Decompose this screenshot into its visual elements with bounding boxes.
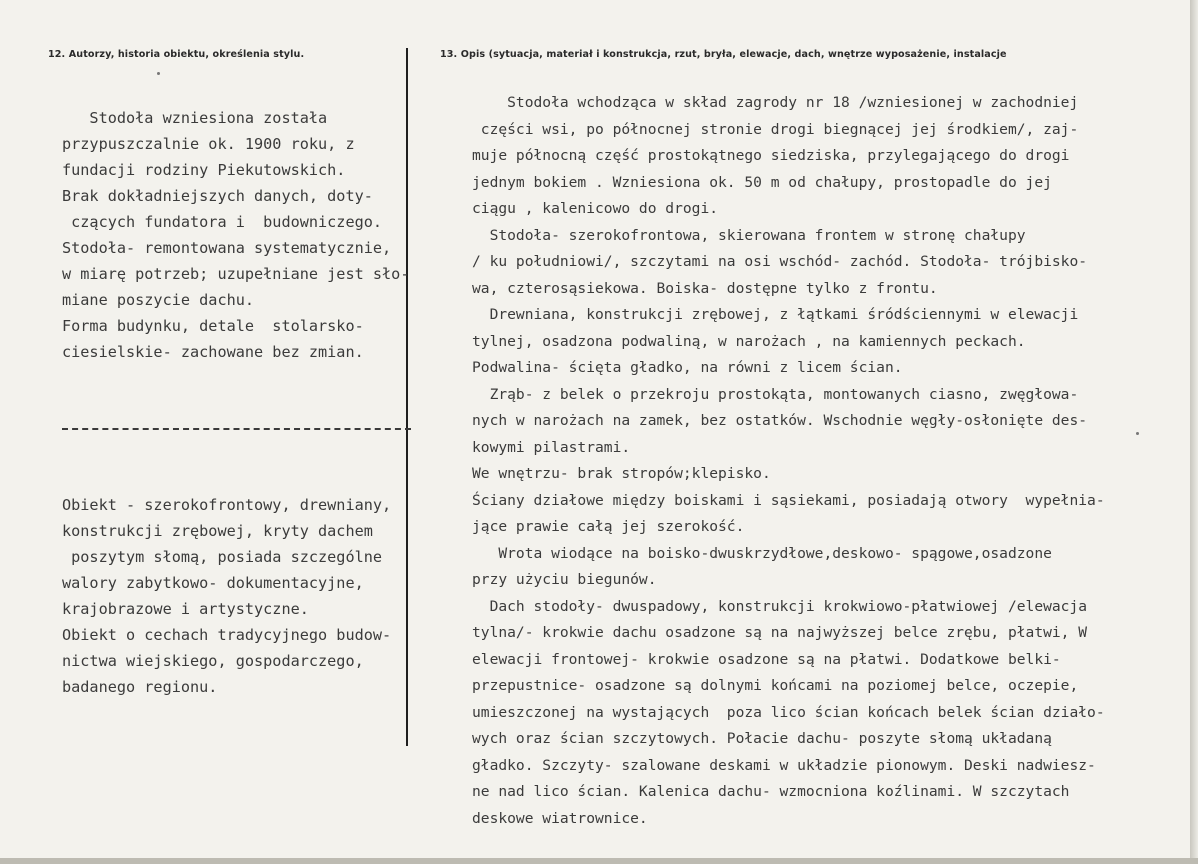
history-text bbox=[62, 105, 409, 365]
text-line: czących fundatora i budowniczego. bbox=[62, 213, 383, 231]
style-assessment-text bbox=[62, 492, 391, 700]
section-12-header: 12. Autorzy, historia obiektu, określenia stylu. bbox=[48, 49, 305, 60]
text-line: muje północną część prostokątnego siedziska, przylegającego do drogi bbox=[472, 147, 1070, 164]
text-line: Stodoła wzniesiona została bbox=[62, 109, 328, 127]
text-line: Brak dokładniejszych danych, doty- bbox=[62, 187, 373, 205]
text-line: badanego regionu. bbox=[62, 678, 218, 696]
text-line: fundacji rodziny Piekutowskich. bbox=[62, 161, 346, 179]
text-line: Stodoła- szerokofrontowa, skierowana frontem w stronę chałupy bbox=[472, 226, 1026, 244]
text-line: miane poszycie dachu. bbox=[62, 291, 255, 309]
text-line: tylna/- krokwie dachu osadzone są na najwyższej belce zrębu, płatwi, W bbox=[472, 624, 1088, 641]
text-line: ciągu , kalenicowo do drogi. bbox=[472, 200, 719, 217]
text-line: Ściany działowe między boiskami i sąsiekami, posiadają otwory wypełnia- bbox=[472, 491, 1105, 509]
text-line: Zrąb- z belek o przekroju prostokąta, montowanych ciasno, zwęgłowa- bbox=[472, 385, 1079, 403]
text-line: poszytym słomą, posiada szczególne bbox=[62, 548, 383, 566]
text-line: Forma budynku, detale stolarsko- bbox=[62, 317, 364, 335]
text-line: przypuszczalnie ok. 1900 roku, z bbox=[62, 135, 355, 153]
text-line: Podwalina- ścięta gładko, na równi z licem ścian. bbox=[472, 359, 903, 376]
text-line: wych oraz ścian szczytowych. Połacie dachu- poszyte słomą układaną bbox=[472, 730, 1052, 747]
text-line: wa, czterosąsiekowa. Boiska- dostępne tylko z frontu. bbox=[472, 279, 938, 297]
text-line: nictwa wiejskiego, gospodarczego, bbox=[62, 652, 364, 670]
text-line: tylnej, osadzona podwaliną, w narożach , na kamiennych peckach. bbox=[472, 332, 1026, 350]
section-separator bbox=[62, 428, 411, 430]
text-line: przy użyciu biegunów. bbox=[472, 571, 657, 588]
text-line: gładko. Szczyty- szalowane deskami w układzie pionowym. Deski nadwiesz- bbox=[472, 756, 1096, 774]
paper-speck bbox=[157, 72, 160, 75]
text-line: części wsi, po północnej stronie drogi biegnącej jej środkiem/, zaj- bbox=[472, 120, 1079, 138]
text-line: umieszczonej na wystających poza lico ścian końcach belek ścian działo- bbox=[472, 703, 1105, 721]
section-13-header: 13. Opis (sytuacja, materiał i konstrukcja, rzut, bryła, elewacje, dach, wnętrze wyposażenie, instalacje bbox=[440, 49, 1007, 60]
text-line: przepustnice- osadzone są dolnymi końcami na poziomej belce, oczepie, bbox=[472, 677, 1079, 694]
text-line: Stodoła wchodząca w skład zagrody nr 18 /wzniesionej w zachodniej bbox=[472, 94, 1079, 111]
paper-speck bbox=[1136, 432, 1139, 435]
text-line: / ku południowi/, szczytami na osi wschód- zachód. Stodoła- trójbisko- bbox=[472, 253, 1088, 270]
text-line: elewacji frontowej- krokwie osadzone są na płatwi. Dodatkowe belki- bbox=[472, 650, 1061, 668]
text-line: ne nad lico ścian. Kalenica dachu- wzmocniona koźlinami. W szczytach bbox=[472, 783, 1070, 800]
text-line: Obiekt o cechach tradycyjnego budow- bbox=[62, 626, 392, 644]
text-line: krajobrazowe i artystyczne. bbox=[62, 600, 309, 618]
text-line: Drewniana, konstrukcji zrębowej, z łątkami śródściennymi w elewacji bbox=[472, 306, 1079, 323]
description-text bbox=[472, 90, 1105, 832]
text-line: konstrukcji zrębowej, kryty dachem bbox=[62, 522, 373, 540]
text-line: Stodoła- remontowana systematycznie, bbox=[62, 239, 392, 257]
page-edge-shadow bbox=[1190, 0, 1198, 864]
text-line: ciesielskie- zachowane bez zmian. bbox=[62, 343, 364, 361]
text-line: Dach stodoły- dwuspadowy, konstrukcji krokwiowo-płatwiowej /elewacja bbox=[472, 597, 1088, 615]
text-line: deskowe wiatrownice. bbox=[472, 809, 648, 827]
text-line: nych w narożach na zamek, bez ostatków. Wschodnie węgły-osłonięte des- bbox=[472, 412, 1088, 429]
text-line: jednym bokiem . Wzniesiona ok. 50 m od chałupy, prostopadle do jej bbox=[472, 173, 1052, 191]
text-line: kowymi pilastrami. bbox=[472, 438, 631, 456]
text-line: jące prawie całą jej szerokość. bbox=[472, 518, 745, 535]
text-line: walory zabytkowo- dokumentacyjne, bbox=[62, 574, 364, 592]
text-line: Obiekt - szerokofrontowy, drewniany, bbox=[62, 496, 392, 514]
scan-bottom-edge bbox=[0, 858, 1198, 864]
text-line: We wnętrzu- brak stropów;klepisko. bbox=[472, 465, 771, 482]
text-line: w miarę potrzeb; uzupełniane jest sło- bbox=[62, 265, 410, 283]
text-line: Wrota wiodące na boisko-dwuskrzydłowe,deskowo- spągowe,osadzone bbox=[472, 544, 1052, 562]
